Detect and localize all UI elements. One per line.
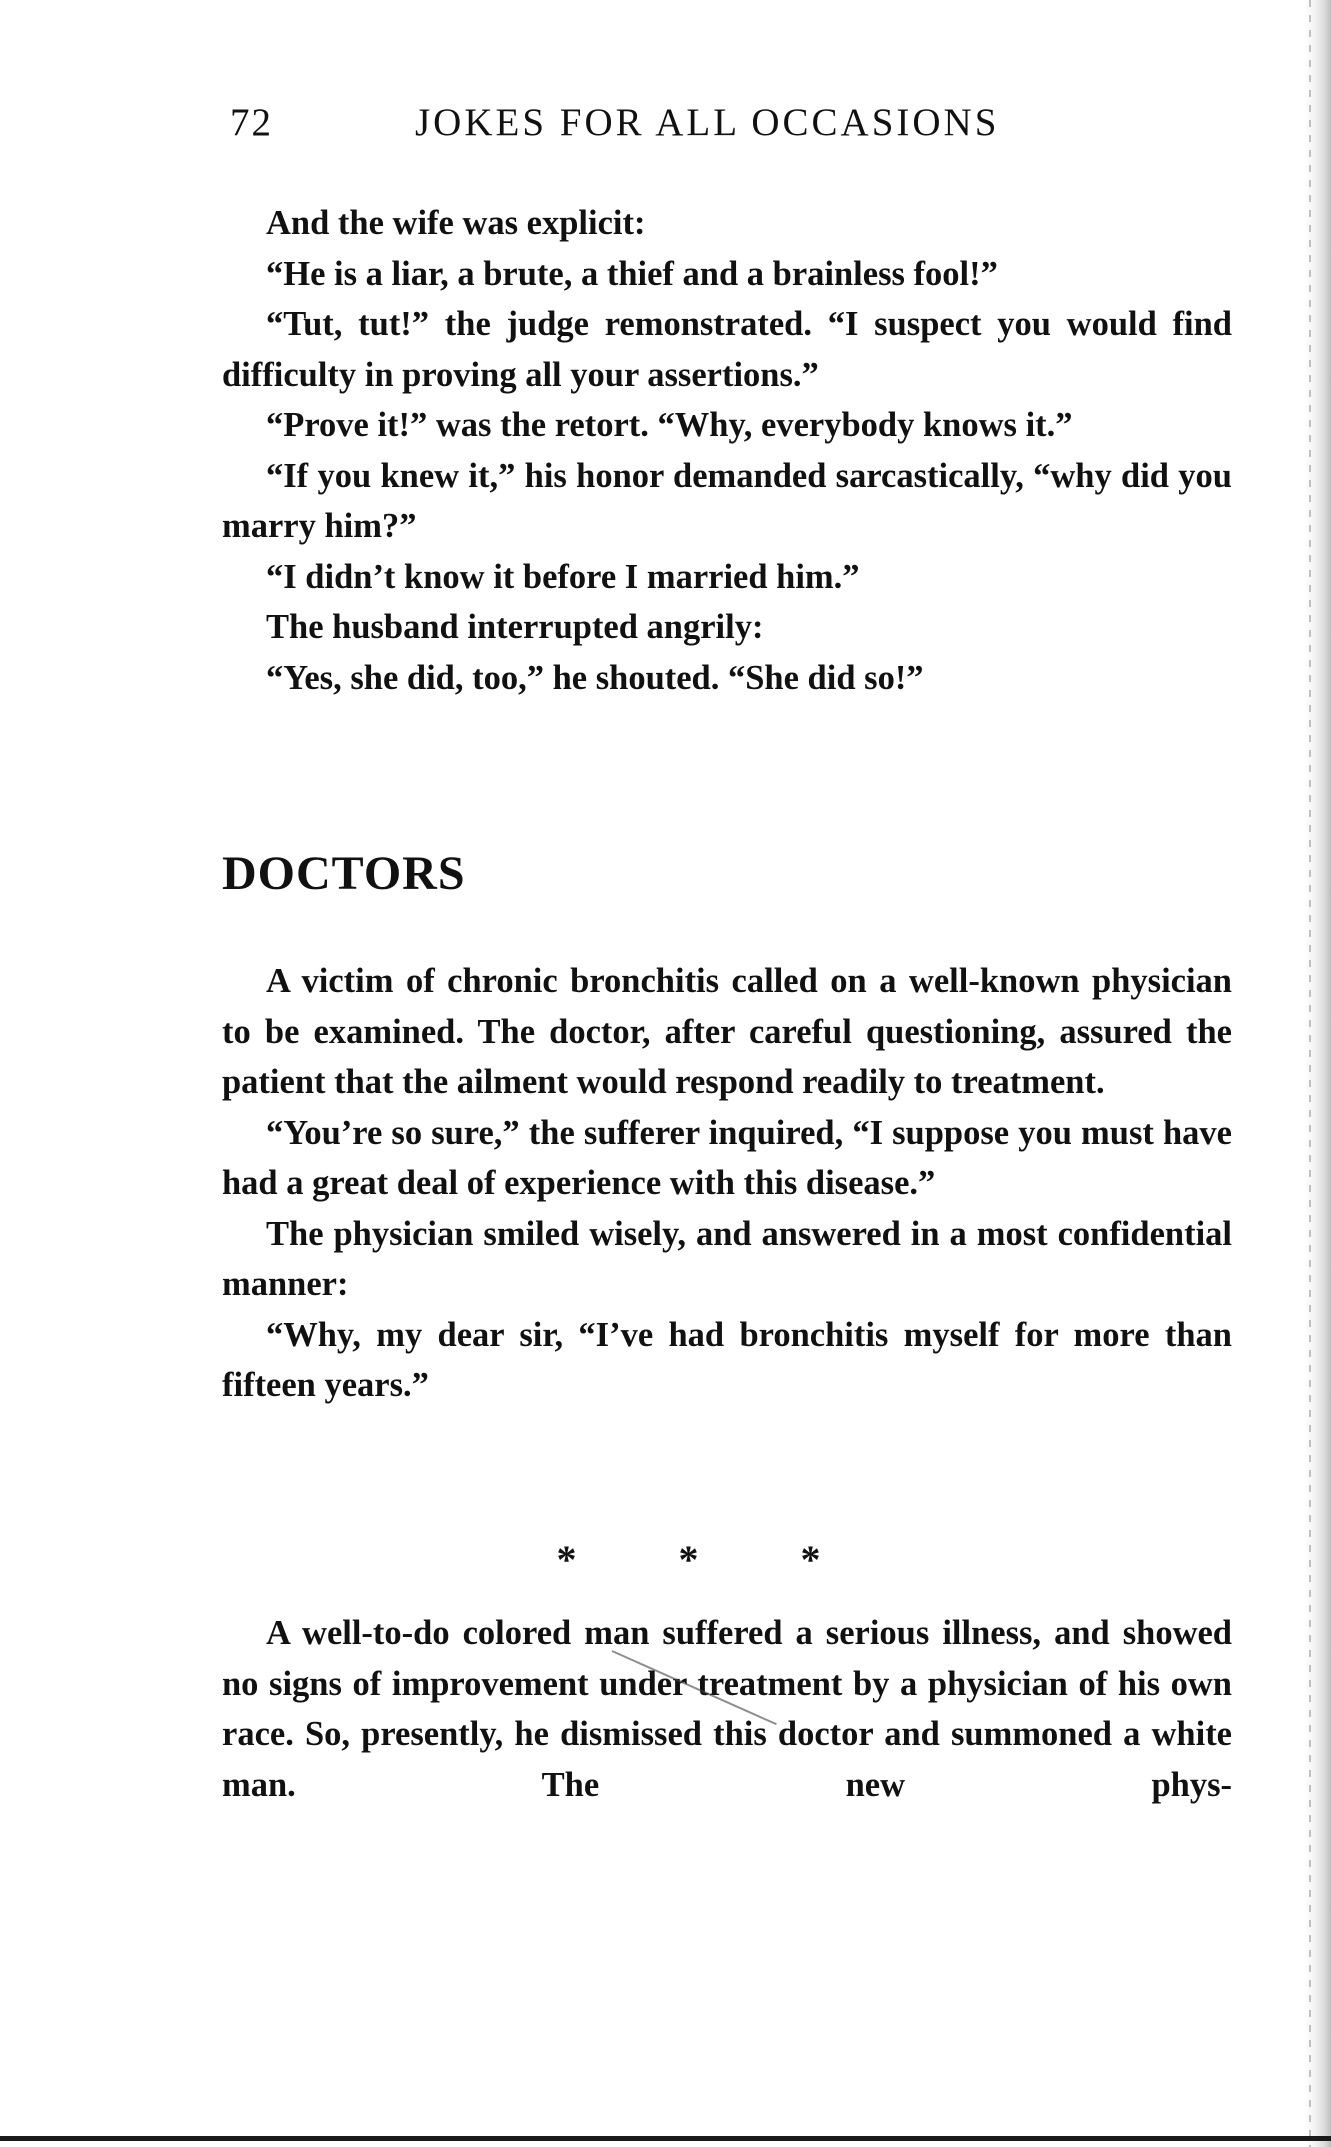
paragraph: “Why, my dear sir, “I’ve had bronchitis myself for more than fifteen years.” [222,1315,1232,1404]
paragraph: A victim of chronic bronchitis called on a well-known physician to be examined. The doctor, after careful questioning, assured the patient that the ailment would respond readily to treatment. [222,962,1232,1101]
running-head: JOKES FOR ALL OCCASIONS [415,101,1000,144]
page-edge-binding [1309,0,1311,2147]
paragraph: “He is a liar, a brute, a thief and a brainless fool!” [266,254,998,293]
paragraph: “Yes, she did, too,” he shouted. “She did so!” [266,658,924,697]
paragraph: “I didn’t know it before I married him.” [266,557,860,596]
doctors-text-block [222,956,1232,1411]
paragraph: A well-to-do colored man suffered a serious illness, and showed no signs of improvement under treatment by a physician of his own race. So, presently, he dismissed this doctor and summoned a white man. The new phys- [222,1614,1232,1804]
page-bottom-edge [0,2136,1331,2141]
page-header [230,100,1240,150]
paragraph: The physician smiled wisely, and answered in a most confidential manner: [222,1214,1232,1303]
paragraph: “Prove it!” was the retort. “Why, everybody knows it.” [266,406,1073,444]
paragraph: The husband interrupted angrily: [266,608,764,646]
top-text-block [222,198,1232,703]
paragraph: And the wife was explicit: [266,204,646,242]
section-separator: * * * [556,1537,867,1582]
paragraph: “Tut, tut!” the judge remonstrated. “I suspect you would find difficulty in proving all your assertions.” [222,305,1232,394]
section-title: DOCTORS [222,847,466,900]
paragraph: “You’re so sure,” the sufferer inquired, “I suppose you must have had a great deal of experience with this disease.” [222,1113,1232,1202]
paragraph: “If you knew it,” his honor demanded sarcastically, “why did you marry him?” [222,456,1232,545]
final-text-block [222,1608,1232,1810]
page-number: 72 [230,101,273,144]
